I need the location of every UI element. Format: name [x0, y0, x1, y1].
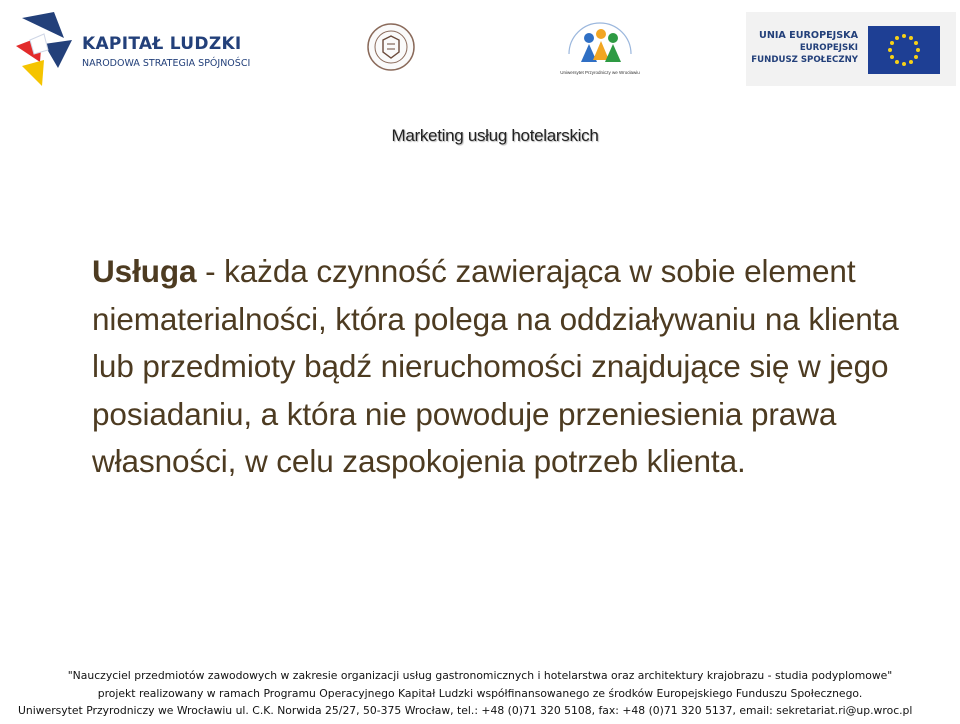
footer-line-3: Uniwersytet Przyrodniczy we Wrocławiu ul. C.K. Norwida 25/27, 50-375 Wrocław, tel.: +48 (0)71 320 5108, fax: +48 (0)71 320 5137, email: sekretariat.ri@up.wroc.pl [18, 704, 913, 717]
university-logo [555, 14, 645, 80]
kapital-ludzki-subtitle: NARODOWA STRATEGIA SPÓJNOŚCI [82, 58, 251, 69]
people-icon [555, 14, 645, 70]
eu-line3: FUNDUSZ SPOŁECZNY [751, 55, 858, 65]
kapital-ludzki-logo [14, 10, 254, 86]
eu-text [746, 30, 858, 66]
eu-line1: UNIA EUROPEJSKA [759, 30, 858, 41]
logo-bar [0, 0, 960, 100]
university-caption: Uniwersytet Przyrodniczy we Wrocławiu [560, 70, 640, 75]
footer [0, 667, 960, 720]
kapital-ludzki-title: KAPITAŁ LUDZKI [82, 34, 242, 54]
eu-flag-icon [868, 26, 940, 74]
definition-paragraph [92, 248, 942, 486]
star-icon [14, 10, 78, 86]
university-seal-icon [366, 22, 416, 72]
definition-text: - każda czynność zawierająca w sobie element niematerialności, która polega na oddziaływaniu na klienta lub przedmioty bądź nieruchomości znajdujące się w jego posiadaniu, a która nie powoduje przeniesienia prawa własności, w celu zaspokojenia potrzeb klienta. [92, 253, 899, 479]
footer-line-1: "Nauczyciel przedmiotów zawodowych w zakresie organizacji usług gastronomicznych i hotelarstwa oraz architektury krajobrazu - studia podyplomowe" [67, 669, 893, 682]
eu-line2: EUROPEJSKI [799, 43, 858, 53]
eu-logo [746, 12, 956, 86]
footer-line-2: projekt realizowany w ramach Programu Operacyjnego Kapitał Ludzki współfinansowanego ze środków Europejskiego Funduszu Społecznego. [97, 686, 863, 700]
defined-term: Usługa [92, 253, 197, 289]
slide-title: Marketing usług hotelarskich [391, 126, 599, 145]
